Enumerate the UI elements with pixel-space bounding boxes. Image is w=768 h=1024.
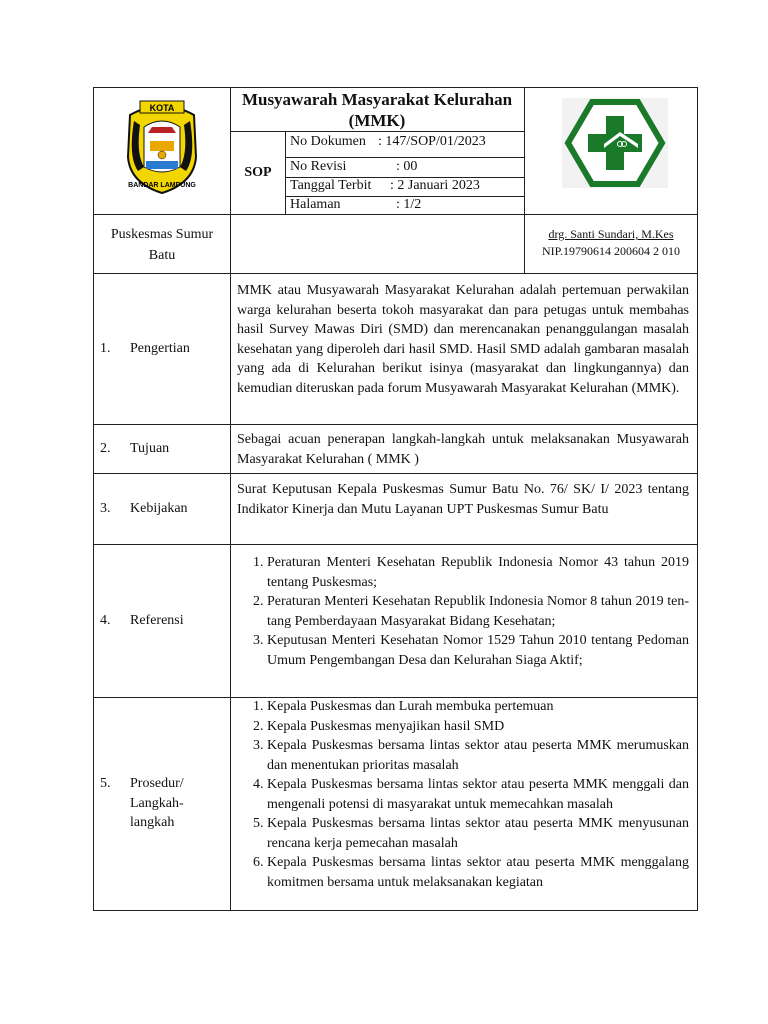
section-label-prosedur: Prosedur/ Langkah-langkah [130, 776, 184, 830]
field-no-dokumen [290, 134, 486, 150]
referensi-list [237, 553, 689, 670]
section-number: 1. [100, 341, 111, 356]
section-number: 2. [100, 441, 111, 456]
signer-name: drg. Santi Sundari, M.Kes [548, 227, 674, 241]
list-item: 6. Kepala Puskesmas bersama lintas sektor atau peserta MMK menggalang komitmen bersama untuk melaksanakan kegiatan [267, 853, 689, 892]
section-label-kebijakan: Kebijakan [130, 501, 188, 516]
section-number: 4. [100, 613, 111, 628]
section-label-pengertian: Pengertian [130, 341, 190, 356]
list-item: 4. Kepala Puskesmas bersama lintas sektor atau peserta MMK menggali dan mengenali potensi di masyarakat untuk memecahkan masalah [267, 775, 689, 814]
row-divider [93, 473, 698, 474]
section-label-tujuan: Tujuan [130, 441, 170, 456]
list-item: 3. Kepala Puskesmas bersama lintas sektor atau peserta MMK merumuskan dan menentukan prioritas masalah [267, 736, 689, 775]
list-item: 2. Peraturan Menteri Kesehatan Republik Indonesia Nomor 8 tahun 2019 ten-tang Pemberdayaan Masyarakat Bidang Kesehatan; [267, 592, 689, 631]
section-number: 3. [100, 501, 111, 516]
list-item: 1. Kepala Puskesmas dan Lurah membuka pertemuan [267, 697, 689, 717]
field-value: : 2 Januari 2023 [390, 178, 480, 193]
list-item: 2. Kepala Puskesmas menyajikan hasil SMD [267, 717, 689, 737]
field-no-revisi [290, 159, 417, 175]
field-label: No Revisi [290, 159, 347, 174]
section-number: 5. [100, 776, 111, 791]
row-divider [93, 544, 698, 545]
list-item: 3. Keputusan Menteri Kesehatan Nomor 1529 Tahun 2010 tentang Pedoman Umum Pengembangan Desa dan Kelurahan Siaga Aktif; [267, 631, 689, 670]
puskesmas-logo [562, 98, 668, 188]
section-text-pengertian: MMK atau Musyawarah Masyarakat Kelurahan adalah pertemuan perwakilan warga kelurahan beserta tokoh masyarakat dan para petugas untuk membahas hasil Survey Mawas Diri (SMD) dan merencanakan penanggulangan masalah kesehatan yang diperoleh dari hasil SMD. Hasil SMD adalah gambaran masalah yang ada di Kelurahan berikut isinya (masyarakat dan lingkungannya) dan kemudian diteruskan pada forum Musyawarah Masyarakat Kelurahan (MMK). [237, 283, 689, 396]
svg-text:BANDAR LAMPUNG: BANDAR LAMPUNG [128, 182, 196, 189]
body-col-divider [230, 273, 231, 911]
field-value: : 147/SOP/01/2023 [378, 134, 486, 149]
institution-name: Puskesmas Sumur Batu [110, 227, 214, 263]
kota-bandar-lampung-logo [124, 97, 200, 195]
signer-nip: NIP.19790614 200604 2 010 [541, 244, 680, 258]
prosedur-list [237, 697, 689, 892]
field-label: No Dokumen [290, 134, 366, 149]
field-label: Halaman [290, 197, 341, 212]
signer-block [526, 226, 696, 260]
section-label-referensi: Referensi [130, 613, 184, 628]
list-item: 1. Peraturan Menteri Kesehatan Republik Indonesia Nomor 43 tahun 2019 tentang Puskesmas; [267, 553, 689, 592]
sop-label: SOP [244, 165, 272, 180]
document-title: Musyawarah Masyarakat Kelurahan (MMK) [241, 89, 513, 130]
field-label: Tanggal Terbit [290, 178, 372, 193]
field-halaman [290, 197, 421, 213]
field-value: : 1/2 [396, 197, 422, 212]
row-divider [93, 424, 698, 425]
section-text-tujuan: Sebagai acuan penerapan langkah-langkah untuk melaksanakan Musyawarah Masyarakat Kelurahan ( MMK ) [237, 432, 689, 467]
svg-text:KOTA: KOTA [149, 103, 175, 113]
section-text-kebijakan: Surat Keputusan Kepala Puskesmas Sumur Batu No. 76/ SK/ I/ 2023 tentang Indikator Kinerja dan Mutu Layanan UPT Puskesmas Sumur Batu [237, 482, 689, 517]
list-item: 5. Kepala Puskesmas bersama lintas sektor atau peserta MMK menyusunan rencana kerja pemecahan masalah [267, 814, 689, 853]
field-value: : 00 [396, 159, 418, 174]
field-tanggal-terbit [290, 178, 480, 194]
